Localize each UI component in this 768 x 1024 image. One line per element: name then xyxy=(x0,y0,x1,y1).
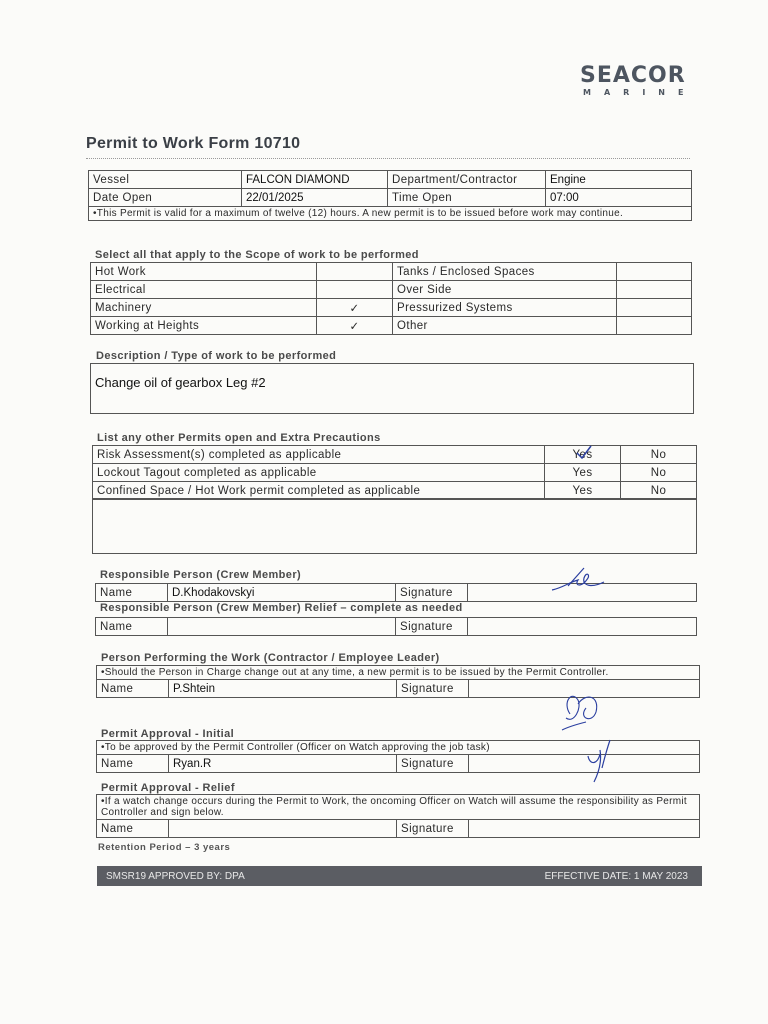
approval-relief-table xyxy=(96,794,700,838)
approval-relief-note: •If a watch change occurs during the Permit to Work, the oncoming Officer on Watch will assume the responsibility as Permit Controller and sign below. xyxy=(97,795,700,820)
footer-bar xyxy=(97,866,702,886)
name-label: Name xyxy=(96,618,168,636)
signature-label: Signature xyxy=(396,584,468,602)
permit-row xyxy=(93,464,697,482)
company-logo xyxy=(580,63,697,98)
description-text: Change oil of gearbox Leg #2 xyxy=(95,375,266,390)
permit-label: Risk Assessment(s) completed as applicable xyxy=(93,446,545,464)
relief-name-field[interactable] xyxy=(168,618,396,636)
approver-name-field[interactable]: Ryan.R xyxy=(169,755,397,773)
approval-relief-heading: Permit Approval - Relief xyxy=(101,782,235,794)
performer-heading: Person Performing the Work (Contractor / Employee Leader) xyxy=(101,652,440,664)
name-label: Name xyxy=(97,755,169,773)
scope-item-label: Working at Heights xyxy=(91,317,317,335)
approval-initial-heading: Permit Approval - Initial xyxy=(101,728,235,740)
signature-image xyxy=(556,684,612,734)
scope-row xyxy=(91,263,692,281)
scope-checkbox[interactable] xyxy=(617,263,692,281)
name-label: Name xyxy=(96,584,168,602)
scope-item-label: Hot Work xyxy=(91,263,317,281)
relief-signature-field[interactable] xyxy=(468,618,697,636)
dept-value[interactable]: Engine xyxy=(546,171,692,189)
no-option[interactable]: No xyxy=(621,482,697,500)
date-open-label: Date Open xyxy=(89,189,242,207)
date-open-value[interactable]: 22/01/2025 xyxy=(242,189,388,207)
signature-label: Signature xyxy=(397,755,469,773)
performer-note: •Should the Person in Charge change out at any time, a new permit is to be issued by the Permit Controller. xyxy=(97,666,700,680)
dept-label: Department/Contractor xyxy=(388,171,546,189)
responsible-heading: Responsible Person (Crew Member) xyxy=(100,569,302,581)
logo-text: SEACOR xyxy=(580,63,686,88)
scope-checkbox[interactable] xyxy=(317,281,393,299)
yes-option[interactable]: Yes xyxy=(545,446,621,464)
permit-label: Confined Space / Hot Work permit completed as applicable xyxy=(93,482,545,500)
responsible-name-field[interactable]: D.Khodakovskyi xyxy=(168,584,396,602)
retention-period: Retention Period – 3 years xyxy=(98,842,231,853)
title-divider xyxy=(86,158,690,159)
vessel-value[interactable]: FALCON DIAMOND xyxy=(242,171,388,189)
signature-label: Signature xyxy=(397,680,469,698)
responsible-relief-heading: Responsible Person (Crew Member) Relief – complete as needed xyxy=(100,602,463,614)
scope-row xyxy=(91,317,692,335)
scope-checkbox[interactable] xyxy=(617,299,692,317)
footer-effective-date: EFFECTIVE DATE: 1 MAY 2023 xyxy=(544,871,688,882)
permits-heading: List any other Permits open and Extra Precautions xyxy=(97,432,381,444)
scope-checkbox[interactable] xyxy=(317,263,393,281)
performer-name-field[interactable]: P.Shtein xyxy=(169,680,397,698)
scope-checkbox[interactable] xyxy=(617,317,692,335)
signature-label: Signature xyxy=(396,618,468,636)
scope-item-label: Pressurized Systems xyxy=(393,299,617,317)
scope-item-label: Tanks / Enclosed Spaces xyxy=(393,263,617,281)
yes-option[interactable]: Yes xyxy=(545,464,621,482)
no-option[interactable]: No xyxy=(621,464,697,482)
relief-approver-name-field[interactable] xyxy=(169,820,397,838)
scope-checkbox[interactable]: ✓ xyxy=(317,317,393,335)
time-open-value[interactable]: 07:00 xyxy=(546,189,692,207)
extra-precautions-box[interactable] xyxy=(92,498,697,554)
scope-checkbox[interactable]: ✓ xyxy=(317,299,393,317)
scope-table xyxy=(90,262,692,335)
scope-heading: Select all that apply to the Scope of work to be performed xyxy=(95,249,419,261)
description-heading: Description / Type of work to be performed xyxy=(96,350,337,362)
scope-checkbox[interactable] xyxy=(617,281,692,299)
no-option[interactable]: No xyxy=(621,446,697,464)
form-title: Permit to Work Form 10710 xyxy=(86,135,301,152)
scope-item-label: Other xyxy=(393,317,617,335)
approval-initial-note: •To be approved by the Permit Controller (Officer on Watch approving the job task) xyxy=(97,741,700,755)
signature-label: Signature xyxy=(397,820,469,838)
signature-image xyxy=(548,564,608,598)
permit-row xyxy=(93,446,697,464)
signature-image xyxy=(584,738,618,784)
permits-table xyxy=(92,445,697,500)
logo-subtext: MARINE xyxy=(583,88,697,97)
scope-item-label: Electrical xyxy=(91,281,317,299)
validity-note: •This Permit is valid for a maximum of twelve (12) hours. A new permit is to be issued before work may continue. xyxy=(89,207,692,221)
permit-row xyxy=(93,482,697,500)
responsible-relief-table xyxy=(95,617,697,636)
footer-approval: SMSR19 APPROVED BY: DPA xyxy=(106,871,245,882)
time-open-label: Time Open xyxy=(388,189,546,207)
name-label: Name xyxy=(97,680,169,698)
permit-label: Lockout Tagout completed as applicable xyxy=(93,464,545,482)
scope-row xyxy=(91,299,692,317)
scope-item-label: Over Side xyxy=(393,281,617,299)
name-label: Name xyxy=(97,820,169,838)
scope-item-label: Machinery xyxy=(91,299,317,317)
relief-approver-signature-field[interactable] xyxy=(469,820,700,838)
checkmark-icon xyxy=(574,444,594,460)
info-table xyxy=(88,170,692,221)
scope-row xyxy=(91,281,692,299)
yes-option[interactable]: Yes xyxy=(545,482,621,500)
vessel-label: Vessel xyxy=(89,171,242,189)
